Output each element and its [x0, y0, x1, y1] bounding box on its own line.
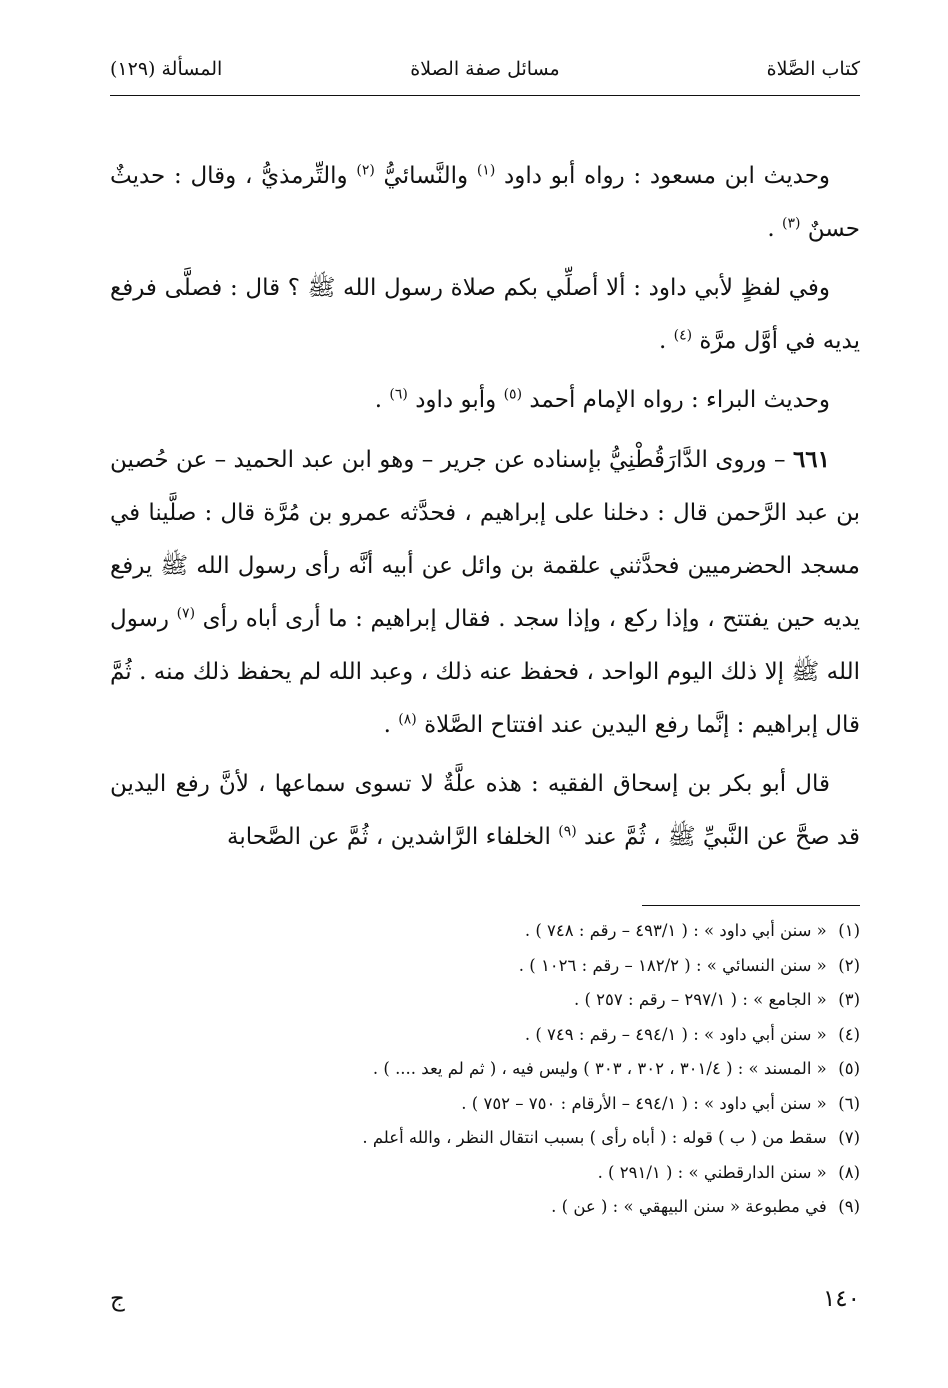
footnote-item [110, 949, 860, 984]
footnote-text: « سنن الدارقطني » : ( ٢٩١/١ ) . [597, 1162, 827, 1182]
hadith-number: ٦٦١ [792, 446, 830, 473]
header-issue-number: المسألة (١٢٩) [110, 58, 223, 80]
page-number: ١٤٠ [822, 1286, 860, 1312]
paragraph-abu-dawud-wording [110, 262, 860, 368]
footnote-item [110, 983, 860, 1018]
footnote-ref-5: (٥) [503, 386, 523, 403]
footnote-text: « سنن أبي داود » : ( ٤٩٤/١ – الأرقام : ٧٥٠ – ٧٥٢ ) . [461, 1093, 827, 1113]
footnote-item [110, 914, 860, 949]
footnote-ref-4: (٤) [673, 327, 693, 344]
text-run: وحديث ابن مسعود : رواه أبو داود [504, 163, 831, 189]
paragraph-bara-hadith [110, 374, 860, 427]
text-run: . [374, 387, 383, 413]
running-header [110, 58, 860, 92]
footnote-number: (٢) [838, 955, 860, 975]
text-run: – وروى الدَّارَقُطْنِيُّ بإسناده عن جرير – وهو ابن عبد الحميد – عن حُصين بن عبد الرَّحمن قال : دخلنا على إبراهيم ، فحدَّثه عمرو بن مُرَّة قال : صلَّينا في مسجد الحضرميين فحدَّثني علقمة بن وائل عن أبيه أنَّه رأى رسول الله ﷺ يرفع يديه حين يفتتح ، وإذا ركع ، وإذا سجد . فقال إبراهيم : ما أرى أباه رأى [110, 447, 861, 632]
footnote-ref-7: (٧) [176, 605, 196, 622]
text-run: الخلفاء الرَّاشدين ، ثُمَّ عن الصَّحابة [227, 824, 551, 850]
text-run: والنَّسائيُّ [383, 163, 469, 189]
text-run: وحديث البراء : رواه الإمام أحمد [529, 387, 830, 413]
footnote-number: (٥) [838, 1059, 860, 1078]
paragraph-ibn-masud [110, 150, 860, 256]
header-divider [110, 95, 860, 96]
footnote-item [110, 1156, 860, 1191]
footnote-text: في مطبوعة « سنن البيهقي » : ( عن ) . [551, 1197, 827, 1216]
footnote-number: (٨) [838, 1162, 860, 1182]
footnote-ref-9: (٩) [558, 823, 577, 840]
text-run: قال أبو بكر بن إسحاق الفقيه : هذه علَّةٌ لا تسوى سماعها ، لأنَّ رفع اليدين قد صحَّ عن النَّبيِّ ﷺ ، ثُمَّ عند [110, 771, 860, 850]
footnote-item [110, 1190, 860, 1225]
text-run: وأبو داود [415, 387, 497, 413]
text-run: . [659, 328, 667, 354]
footnote-item [110, 1018, 860, 1053]
text-run: وفي لفظٍ لأبي داود : ألا أصلِّي بكم صلاة رسول الله ﷺ ؟ قال : فصلَّى فرفع يديه في أوَّل مرَّة [110, 275, 860, 354]
footnote-text: « سنن النسائي » : ( ١٨٢/٢ – رقم : ١٠٢٦ ) . [518, 955, 827, 975]
text-run: . [767, 216, 775, 242]
footnote-number: (١) [838, 921, 860, 940]
footnote-ref-3: (٣) [781, 215, 801, 232]
footnotes-list [110, 914, 860, 1225]
header-book-title: كتاب الصَّلاة [766, 58, 860, 80]
footnote-text: « الجامع » : ( ٢٩٧/١ – رقم : ٢٥٧ ) . [574, 990, 827, 1009]
footnote-number: (٤) [838, 1024, 860, 1044]
footnote-ref-1: (١) [476, 162, 496, 179]
footnote-number: (٣) [838, 990, 860, 1009]
footnote-item [110, 1052, 860, 1087]
footnote-text: « سنن أبي داود » : ( ٤٩٣/١ – رقم : ٧٤٨ ) . [524, 921, 827, 940]
text-run: . [383, 712, 391, 738]
footnote-number: (٦) [838, 1093, 860, 1113]
footnote-ref-6: (٦) [389, 386, 408, 403]
text-run: والتِّرمذيُّ ، وقال : حديثٌ حسنٌ [110, 163, 860, 242]
footnote-ref-2: (٢) [356, 162, 375, 179]
footnote-item [110, 1087, 860, 1122]
footnote-text: « سنن أبي داود » : ( ٤٩٤/١ – رقم : ٧٤٩ ) . [524, 1024, 827, 1044]
footnote-text: « المسند » : ( ٣٠١/٤ ، ٣٠٢ ، ٣٠٣ ) وليس فيه ، ( ثم لم يعد .... ) . [372, 1059, 827, 1078]
footnote-divider [642, 905, 860, 906]
footnote-number: (٧) [838, 1128, 860, 1147]
footnote-text: سقط من ( ب ) قوله : ( أباه رأى ) بسبب انتقال النظر ، والله أعلم . [362, 1128, 827, 1147]
paragraph-abu-bakr-comment [110, 758, 860, 864]
header-section-title: مسائل صفة الصلاة [410, 58, 560, 80]
footnote-ref-8: (٨) [398, 711, 417, 728]
signature-mark: ج [110, 1286, 125, 1312]
main-text [110, 150, 860, 870]
footnote-item [110, 1121, 860, 1156]
paragraph-hadith-661 [110, 433, 860, 752]
footnote-number: (٩) [838, 1197, 860, 1216]
text-run: رسول الله ﷺ إلا ذلك اليوم الواحد ، فحفظ عنه ذلك ، وعبد الله لم يحفظ ذلك منه . ثُمَّ قال إبراهيم : إنَّما رفع اليدين عند افتتاح الصَّلاة [110, 606, 860, 738]
